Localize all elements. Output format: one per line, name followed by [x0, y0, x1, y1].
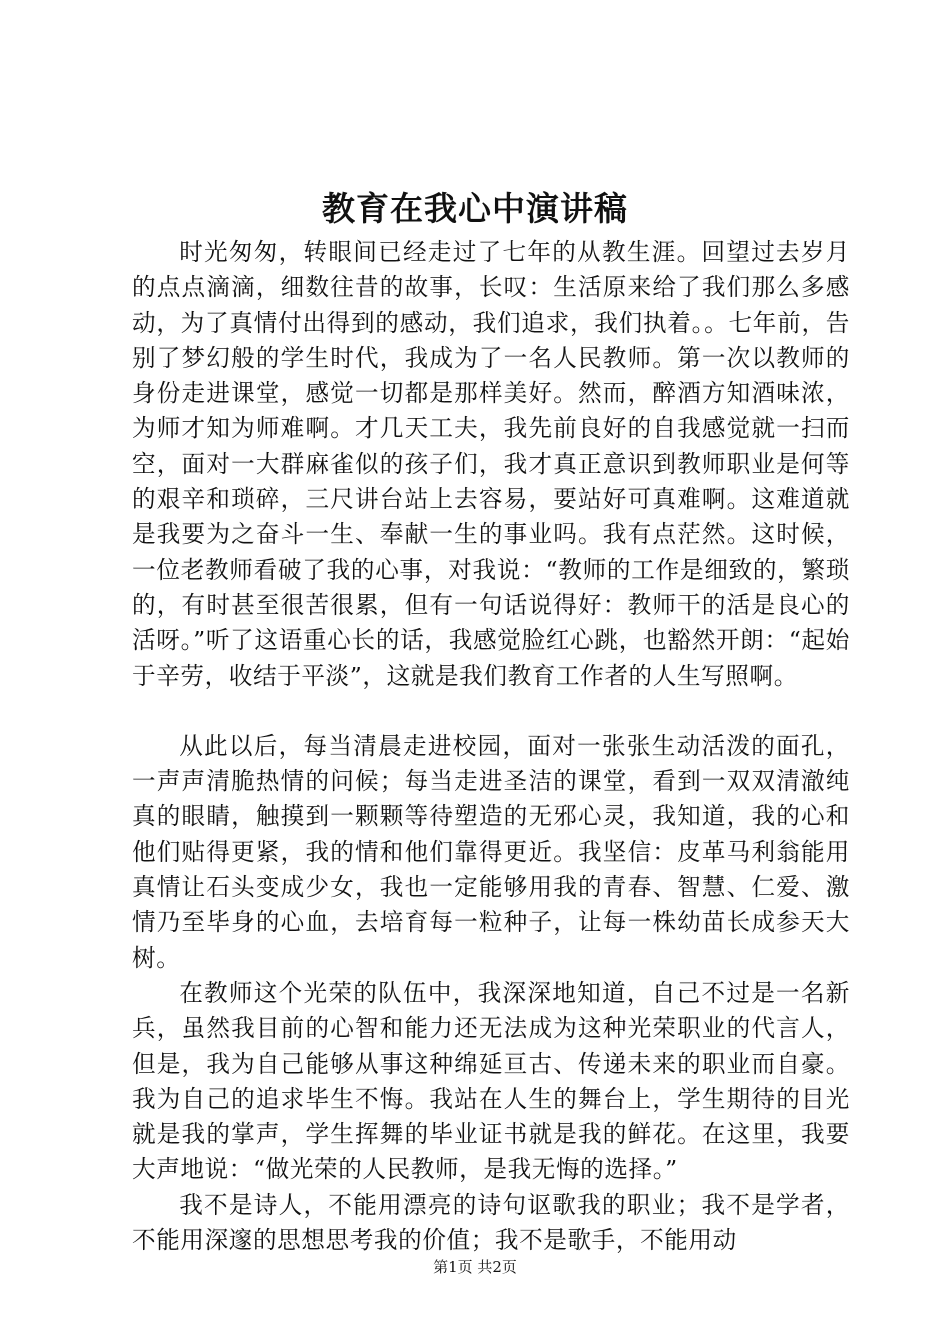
paragraph-3: 在教师这个光荣的队伍中，我深深地知道，自己不过是一名新兵，虽然我目前的心智和能力还无法成为这种光荣职业的代言人，但是，我为自己能够从事这种绵延亘古、传递未来的职业而自豪。我为自己的追求毕生不悔。我站在人生的舞台上，学生期待的目光就是我的掌声，学生挥舞的毕业证书就是我的鲜花。在这里，我要大声地说：“做光荣的人民教师，是我无悔的选择。” — [132, 978, 850, 1184]
document-title: 教育在我心中演讲稿 — [322, 189, 628, 228]
paragraph-2: 从此以后，每当清晨走进校园，面对一张张生动活泼的面孔，一声声清脆热情的问候；每当走进圣洁的课堂，看到一双双清澈纯真的眼睛，触摸到一颗颗等待塑造的无邪心灵，我知道，我的心和他们贴得更紧，我的情和他们靠得更近。我坚信：皮革马利翁能用真情让石头变成少女，我也一定能够用我的青春、智慧、仁爱、激情乃至毕身的心血，去培育每一粒种子，让每一株幼苗长成参天大树。 — [132, 731, 850, 972]
document-body — [132, 235, 850, 1258]
page-footer: 第1页 共2页 — [433, 1258, 517, 1276]
paragraph-1: 时光匆匆，转眼间已经走过了七年的从教生涯。回望过去岁月的点点滴滴，细数往昔的故事，长叹：生活原来给了我们那么多感动，为了真情付出得到的感动，我们追求，我们执着。。七年前，告别了梦幻般的学生时代，我成为了一名人民教师。第一次以教师的身份走进课堂，感觉一切都是那样美好。然而，醉酒方知酒味浓，为师才知为师难啊。才几天工夫，我先前良好的自我感觉就一扫而空，面对一大群麻雀似的孩子们，我才真正意识到教师职业是何等的艰辛和琐碎，三尺讲台站上去容易，要站好可真难啊。这难道就是我要为之奋斗一生、奉献一生的事业吗。我有点茫然。这时候，一位老教师看破了我的心事，对我说：“教师的工作是细致的，繁琐的，有时甚至很苦很累，但有一句话说得好：教师干的活是良心的活呀。”听了这语重心长的话，我感觉脸红心跳，也豁然开朗：“起始于辛劳，收结于平淡”，这就是我们教育工作者的人生写照啊。 — [132, 238, 850, 690]
paragraph-4: 我不是诗人，不能用漂亮的诗句讴歌我的职业；我不是学者，不能用深邃的思想思考我的价值；我不是歌手，不能用动 — [132, 1190, 850, 1255]
paragraph-spacer — [132, 694, 850, 729]
